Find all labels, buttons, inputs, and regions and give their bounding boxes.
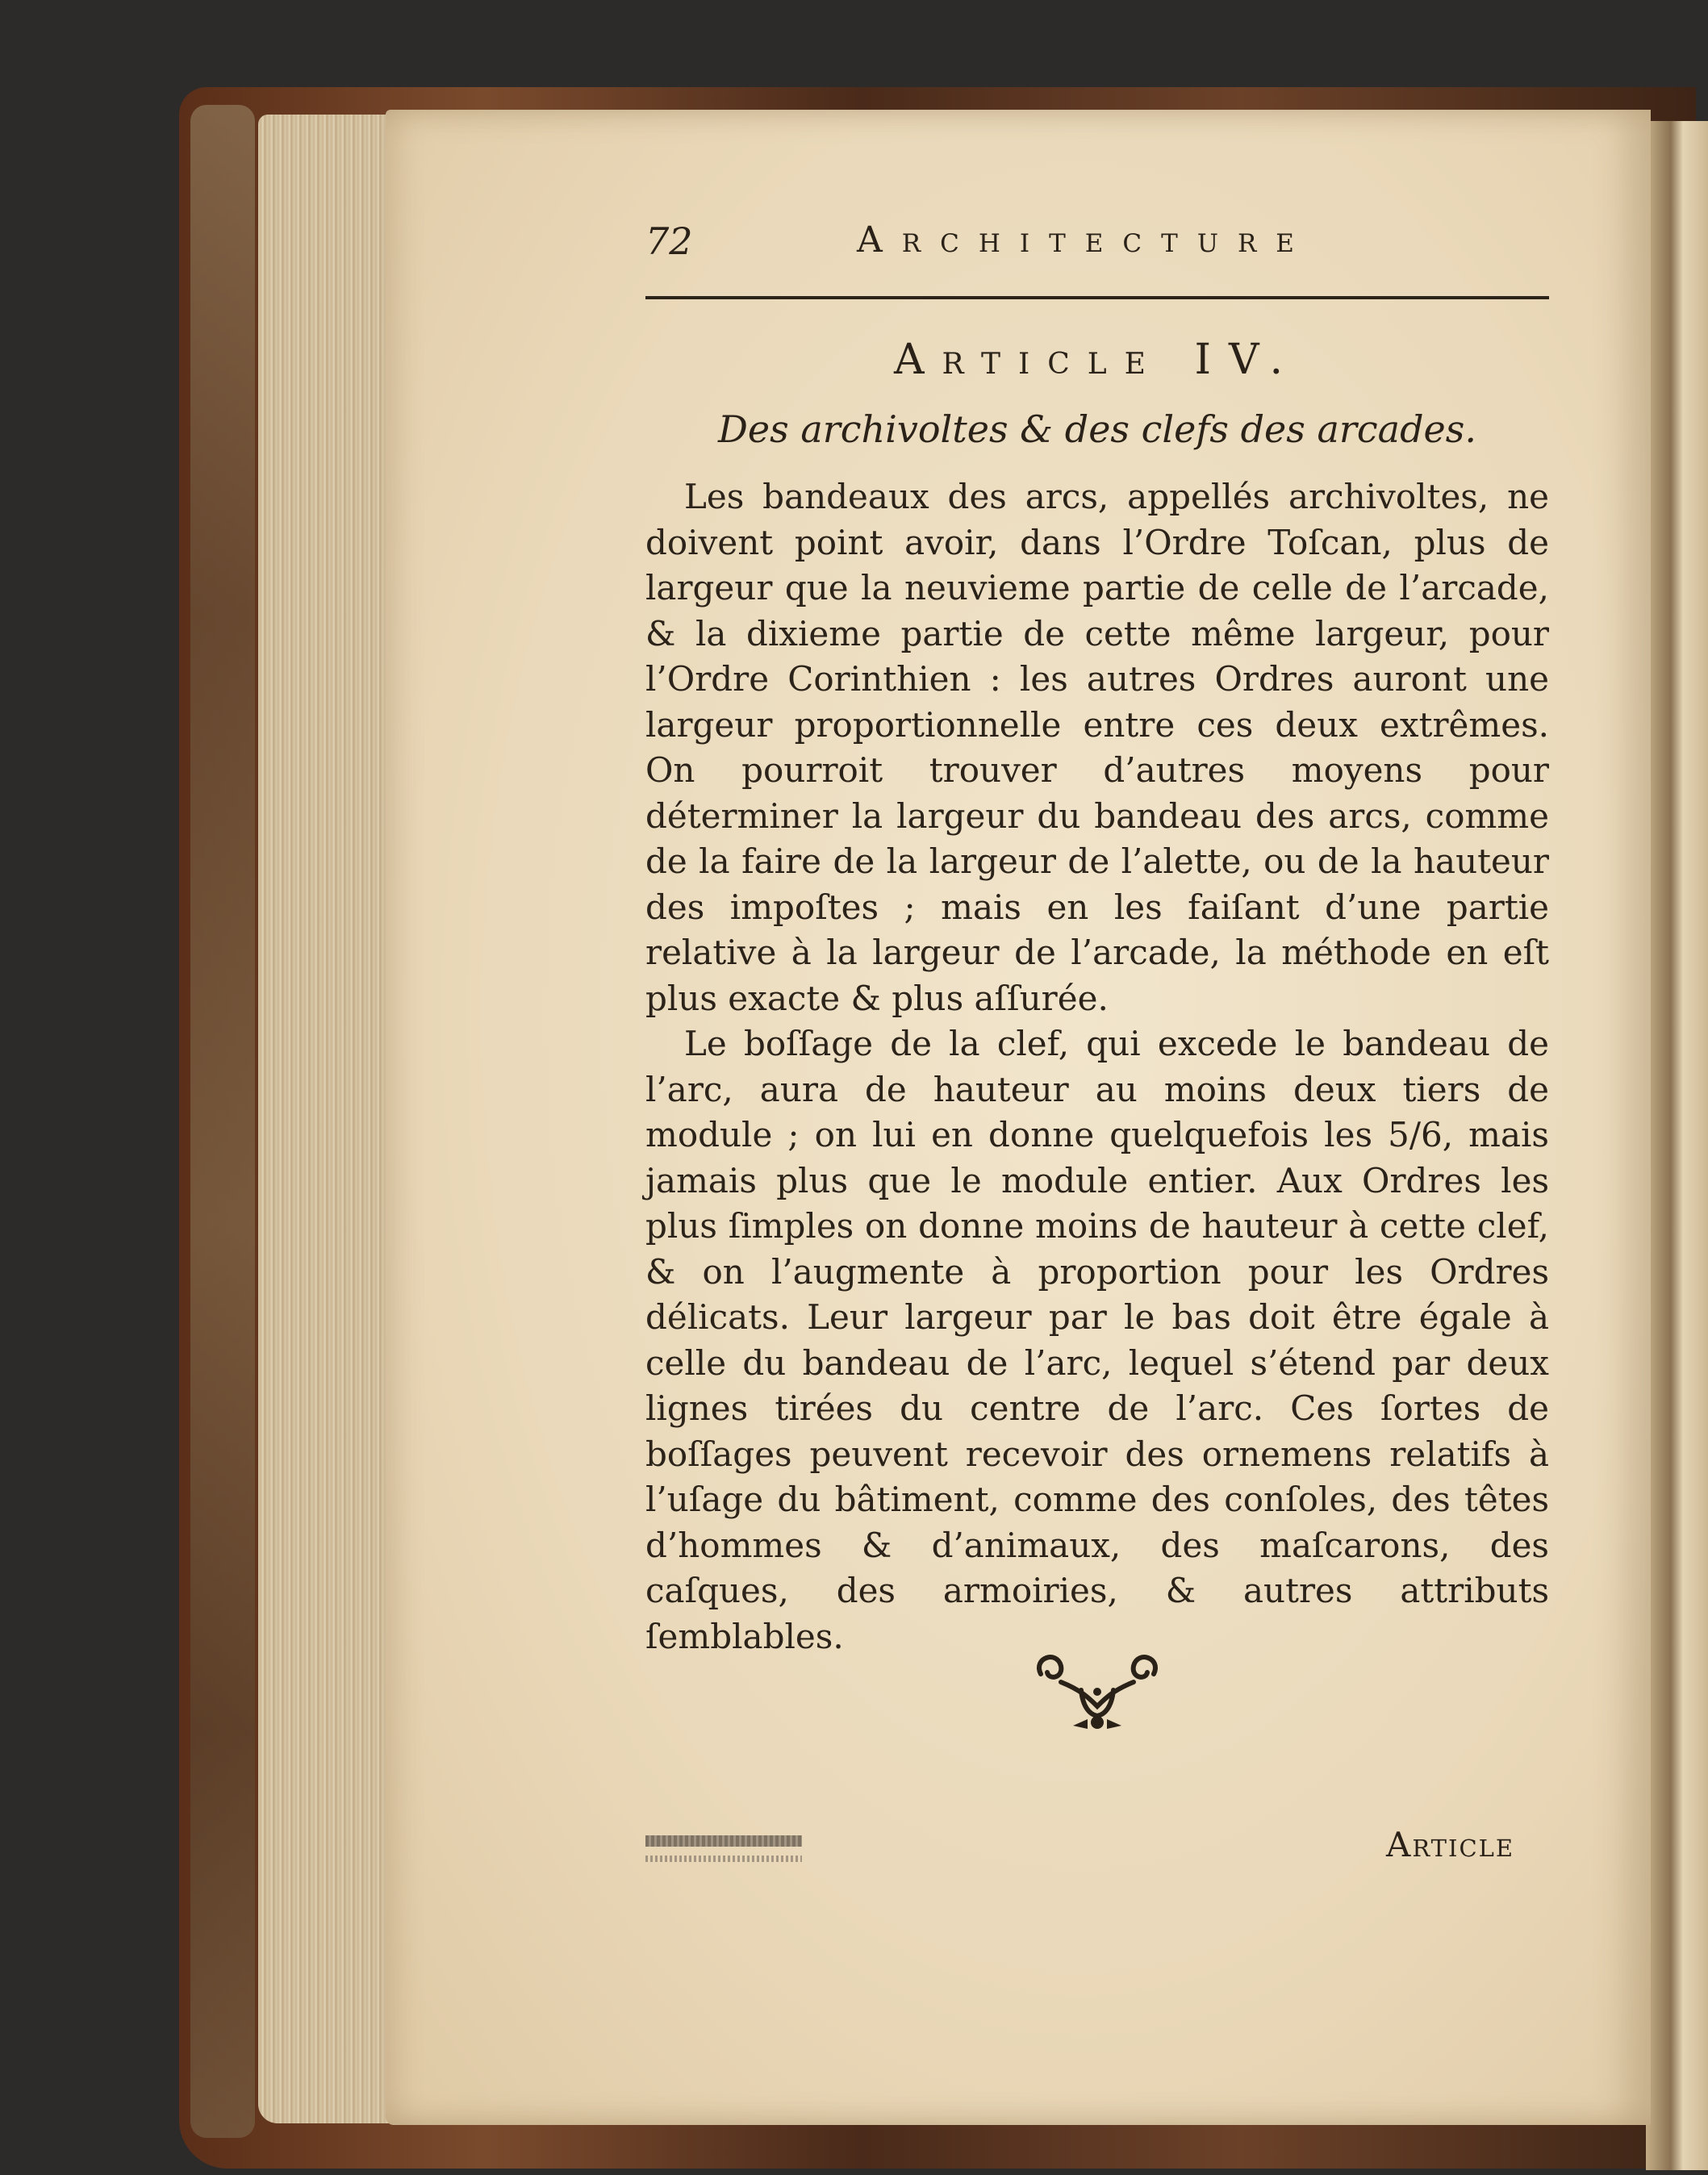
printer-rule bbox=[645, 1835, 802, 1847]
article-subheading: Des archivoltes & des clefs des arcades. bbox=[718, 407, 1476, 451]
page-edges bbox=[258, 115, 395, 2123]
printer-ornament-icon bbox=[1025, 1642, 1170, 1739]
page-header bbox=[645, 219, 1549, 268]
header-rule bbox=[645, 296, 1549, 299]
body-text bbox=[645, 474, 1549, 1659]
printer-rule bbox=[645, 1856, 802, 1862]
facing-page-edge bbox=[1646, 121, 1708, 2170]
paragraph: Le boſſage de la clef, qui excede le bandeau de l’arc, aura de hauteur au moins deux tiers de module ; on lui en donne quelquefois les 5/6, mais jamais plus que le module entier. Aux Ordres les plus ſimples on donne moins de hauteur à cette clef, & on l’augmente à proportion pour les Ordres délicats. Leur largeur par le bas doit être égale à celle du bandeau de l’arc, lequel s’étend par deux lignes tirées du centre de l’arc. Ces ſortes de boſſages peuvent recevoir des ornemens relatifs à l’uſage du bâtiment, comme des conſoles, des têtes d’hommes & d’animaux, des maſcarons, des caſques, des armoiries, & autres attributs ſemblables. bbox=[645, 1024, 1549, 1656]
catchword: Article bbox=[1386, 1825, 1515, 1864]
article-heading: Article IV. bbox=[893, 336, 1301, 384]
paragraph: Les bandeaux des arcs, appellés archivoltes, ne doivent point avoir, dans l’Ordre Toſcan, plus de largeur que la neuvieme partie de celle de l’arcade, & la dixieme partie de cette même largeur, pour l’Ordre Corinthien : les autres Ordres auront une largeur proportionnelle entre ces deux extrêmes. On pourroit trouver d’autres moyens pour déterminer la largeur du bandeau des arcs, comme de la faire de la largeur de l’alette, ou de la hauteur des impoſtes ; mais en les faiſant d’une partie relative à la largeur de l’arcade, la méthode en eſt plus exacte & plus aſſurée. bbox=[645, 477, 1549, 1018]
page-number: 72 bbox=[645, 219, 693, 263]
running-title: Architecture bbox=[857, 219, 1313, 261]
worn-spine-edge bbox=[190, 105, 255, 2138]
